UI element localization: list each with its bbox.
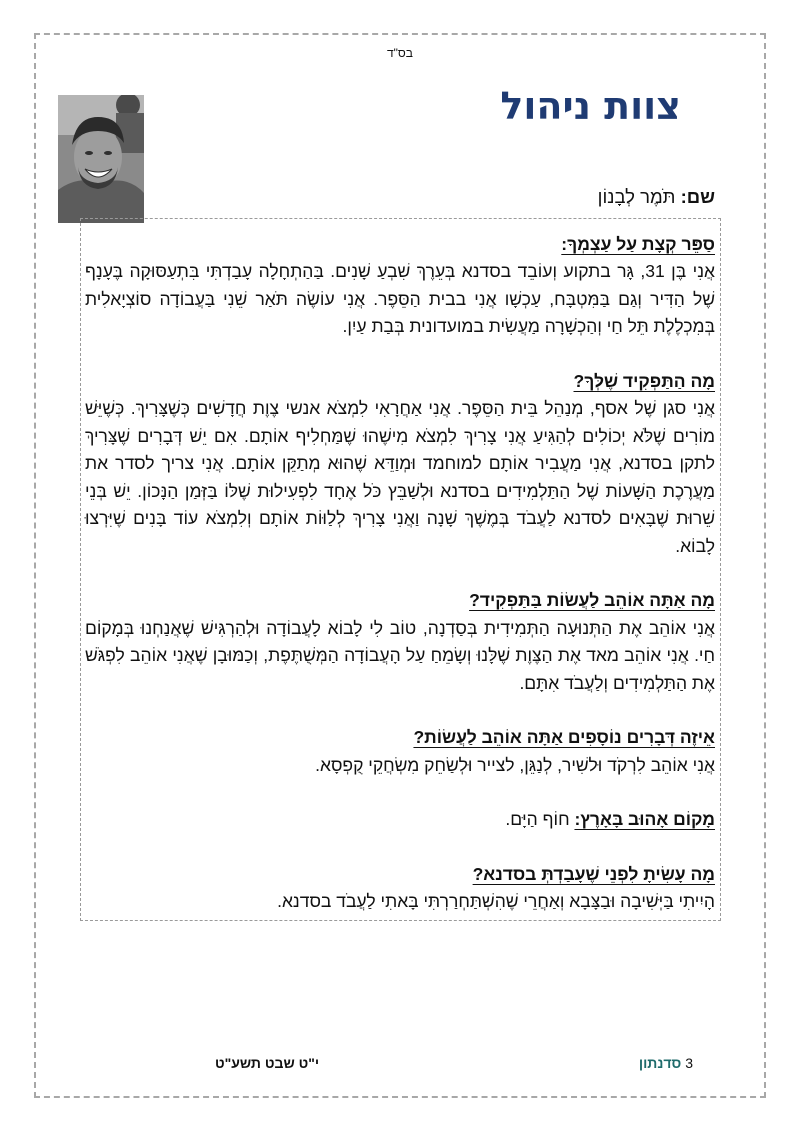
header-mark: בס"ד: [387, 46, 413, 60]
question: סַפֵּר קְצָת עַל עַצְמְךָ:: [561, 233, 715, 254]
answer: הָיִיתִי בַּיְּשִׁיבָה וּבַצָּבָא וְאַחֲרֵי שֶׁהִשְׁתַּחְרַרְתִּי בָּאתִי לַעֲבֹד בסדנא.: [277, 891, 715, 911]
favorite-place-line: [85, 806, 715, 834]
section-role: [85, 368, 715, 561]
section-hobbies: [85, 724, 715, 779]
answer: חוֹף הַיָּם.: [505, 809, 570, 829]
interview-text: [85, 183, 715, 943]
question: מָקוֹם אָהוּב בָּאָרֶץ:: [574, 809, 715, 829]
page-title: צוות ניהול: [500, 84, 681, 128]
name-value: תֹּמֶר לְבָנוֹן: [597, 186, 676, 207]
magazine-name: סדנתון: [638, 1055, 682, 1071]
answer: אֲנִי סגן שֶׁל אסף, מְנַהֵל בֵּית הַסֵּפֶר. אֲנִי אַחֲרָאִי לִמְצֹא אנשי צֶוֶת חֲדָשִׁים כְּשֶׁצָּרִיךְ. כְּשֶׁיֵּשׁ מוֹרִים שֶׁלֹּא יְכוֹלִים לְהַגִּיעַ אֲנִי צָרִיךְ לִמְצֹא מִישֶׁהוּ שֶׁמַּחְלִיף אוֹתָם. אִם יֵשׁ דְּבָרִים שֶׁצָּרִיךְ לתקן בסדנא, אֲנִי מַעֲבִיר אוֹתָם למוחמד וּמְוַדֵּא שֶׁהוּא מְתַקֵּן אוֹתָם. אֲנִי צריך לסדר את מַעֲרֶכֶת הַשָּׁעוֹת שֶׁל הַתַּלְמִידִים בסדנא וּלְשַׁבֵּץ כֹּל אֶחָד לִפְעִילוּת שֶׁלּוֹ בַּזְּמַן הַנָּכוֹן. יֵשׁ בְּנֵי שֵׁרוּת שֶׁבָּאִים לסדנא לַעֲבֹד בְּמֶשֶׁךְ שָׁנָה וַאֲנִי צָרִיךְ לְלַוּוֹת אוֹתָם וְלִמְצֹא עוֹד בָּנִים שֶׁיִּרְצוּ לָבוֹא.: [85, 398, 715, 556]
name-label: שם:: [680, 186, 715, 207]
section-about: [85, 231, 715, 341]
footer-page-info: [639, 1055, 693, 1071]
footer-date: י"ט שבט תשע"ט: [215, 1055, 320, 1071]
question: מָה עָשִׂיתָ לִפְנֵי שֶׁעָבַדְתְּ בסדנא?: [472, 863, 715, 884]
page-number: 3: [685, 1055, 693, 1071]
section-favorite-place: [85, 806, 715, 834]
question: אֵיזֶה דְּבָרִים נוֹסָפִים אַתָּה אוֹהֵב לַעֲשׂוֹת?: [413, 727, 715, 747]
answer: אֲנִי אוֹהֵב אֶת הַתְּנוּעָה הַתְּמִידִית בְּסַדְנָה, טוֹב לִי לָבוֹא לָעֲבוֹדָה וּלְהַרְגִּישׁ שֶׁאֲנַחְנוּ בְּמָקוֹם חַי. אֲנִי אוֹהֵב מאד אֶת הַצֶּוֶת שֶׁלָּנוּ וְשָׂמֵחַ עַל הָעֲבוֹדָה הַמְּשֻׁתֶּפֶת, וְכַמּוּבָן שֶׁאֲנִי אוֹהֵב לִפְגֹּשׁ אֶת הַתַּלְמִידִים וְלַעֲבֹד אִתָּם.: [85, 617, 715, 693]
answer: אֲנִי אוֹהֵב לִרְקֹד וּלשִׁיר, לְנַגֵּן, לצייר וּלְשַׂחֵק מִשְׂחֲקֵי קֻפְסָא.: [315, 754, 715, 775]
section-likes-role: [85, 587, 715, 697]
section-before: [85, 861, 715, 916]
answer: אֲנִי בֶּן 31, גָּר בתקוע וְעוֹבֵד בסדנא בְּעֵרֶךְ שִׁבְעַ שָׁנִים. בַּהַתְחָלָה עָבַדְתִּי בִּתְעַסּוּקָה בֶּעָנָף שֶׁל הַדִּיר וְגַם בַּמִּטְבָּח, עַכְשָׁו אֲנִי בבית הַסֵּפֶר. אֲנִי עוֹשֶׂה תֹּאַר שֵׁנִי בַּעֲבוֹדָה סוֹצְיָאלִית בְּמִכְלֶלֶת תֵּל חַי וְהַכְשָׁרָה מַעֲשִׂית במועדונית בְּבַת עַיִן.: [85, 261, 715, 336]
question: מָה הַתַּפְקִיד שֶׁלְּךָ?: [573, 370, 715, 391]
name-line: [85, 183, 715, 211]
question: מָה אַתָּה אוֹהֵב לַעֲשׂוֹת בַּתַּפְקִיד?: [469, 590, 715, 610]
